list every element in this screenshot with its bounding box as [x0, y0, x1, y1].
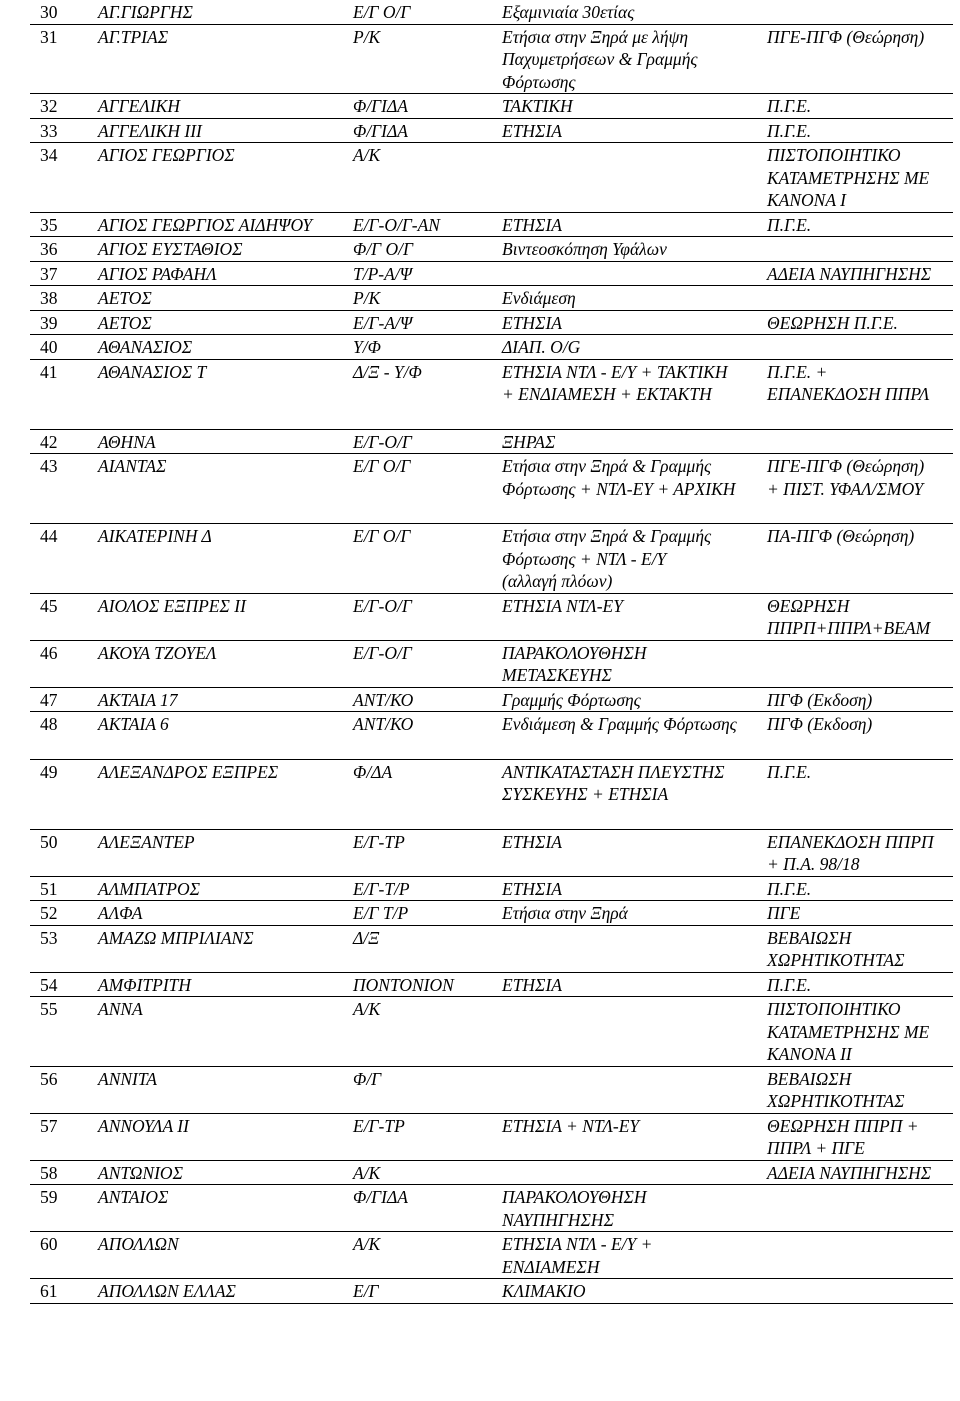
certificate-cell: ΠΑ-ΠΓΦ (Θεώρηση)	[765, 524, 953, 594]
vessel-type-cell: Ε/Γ-Ο/Γ	[351, 593, 500, 640]
table-row	[30, 1185, 953, 1232]
vessel-type-cell: Φ/Γ	[351, 1066, 500, 1113]
table-row	[30, 118, 953, 143]
row-number: 54	[30, 972, 96, 997]
certificate-cell: ΑΔΕΙΑ ΝΑΥΠΗΓΗΣΗΣ	[765, 261, 953, 286]
inspection-cell	[500, 1160, 765, 1185]
table-row	[30, 24, 953, 94]
vessel-name-cell: ΑΕΤΟΣ	[96, 310, 351, 335]
vessel-type-cell: ΑΝΤ/ΚΟ	[351, 712, 500, 760]
vessel-name-cell: ΑΓΙΟΣ ΡΑΦΑΗΛ	[96, 261, 351, 286]
row-number: 51	[30, 876, 96, 901]
table-row	[30, 286, 953, 311]
table-row	[30, 901, 953, 926]
certificate-cell	[765, 1279, 953, 1304]
vessel-name-cell: ΑΝΝΑ	[96, 997, 351, 1067]
table-row	[30, 1113, 953, 1160]
vessel-type-cell: ΑΝΤ/ΚΟ	[351, 687, 500, 712]
row-number: 43	[30, 454, 96, 524]
vessel-name-cell: ΑΛΜΠΑΤΡΟΣ	[96, 876, 351, 901]
vessel-type-cell: Ε/Γ Ο/Γ	[351, 524, 500, 594]
certificate-cell: ΘΕΩΡΗΣΗ ΠΠΡΠ + ΠΠΡΛ + ΠΓΕ	[765, 1113, 953, 1160]
certificate-cell: Π.Γ.Ε.	[765, 94, 953, 119]
row-number: 52	[30, 901, 96, 926]
row-number: 58	[30, 1160, 96, 1185]
vessel-type-cell: Δ/Ξ - Υ/Φ	[351, 359, 500, 429]
row-number: 45	[30, 593, 96, 640]
vessel-name-cell: ΑΛΕΞΑΝΤΕΡ	[96, 829, 351, 876]
certificate-cell	[765, 0, 953, 24]
vessel-type-cell: Φ/ΔΑ	[351, 759, 500, 829]
vessel-type-cell: Ε/Γ-Α/Ψ	[351, 310, 500, 335]
inspection-cell: ΔΙΑΠ. Ο/G	[500, 335, 765, 360]
vessel-type-cell: Ε/Γ-ΤΡ	[351, 1113, 500, 1160]
inspection-cell: ΕΤΗΣΙΑ	[500, 829, 765, 876]
row-number: 46	[30, 640, 96, 687]
vessel-name-cell: ΑΘΑΝΑΣΙΟΣ	[96, 335, 351, 360]
vessel-name-cell: ΑΓΓΕΛΙΚΗ	[96, 94, 351, 119]
table-row	[30, 1232, 953, 1279]
table-row	[30, 925, 953, 972]
certificate-cell: ΠΓΕ-ΠΓΦ (Θεώρηση) + ΠΙΣΤ. ΥΦΑΛ/ΣΜΟΥ	[765, 454, 953, 524]
vessel-type-cell: Τ/Ρ-Α/Ψ	[351, 261, 500, 286]
vessel-type-cell: Ε/Γ-Τ/Ρ	[351, 876, 500, 901]
inspection-cell: Ετήσια στην Ξηρά & Γραμμής Φόρτωσης + ΝΤΛ-ΕΥ + ΑΡΧΙΚΗ	[500, 454, 765, 524]
table-row	[30, 237, 953, 262]
certificate-cell: ΑΔΕΙΑ ΝΑΥΠΗΓΗΣΗΣ	[765, 1160, 953, 1185]
row-number: 40	[30, 335, 96, 360]
table-row	[30, 454, 953, 524]
inspection-cell: Ενδιάμεση & Γραμμής Φόρτωσης	[500, 712, 765, 760]
certificate-cell	[765, 335, 953, 360]
row-number: 38	[30, 286, 96, 311]
inspection-cell	[500, 261, 765, 286]
table-row	[30, 829, 953, 876]
vessel-type-cell: Ε/Γ	[351, 1279, 500, 1304]
inspection-cell: ΠΑΡΑΚΟΛΟΥΘΗΣΗ ΜΕΤΑΣΚΕΥΗΣ	[500, 640, 765, 687]
vessel-type-cell: Α/Κ	[351, 997, 500, 1067]
vessel-name-cell: ΑΓ.ΓΙΩΡΓΗΣ	[96, 0, 351, 24]
table-row	[30, 429, 953, 454]
vessel-type-cell: Ρ/Κ	[351, 286, 500, 311]
certificate-cell	[765, 237, 953, 262]
vessel-type-cell: Ε/Γ Ο/Γ	[351, 454, 500, 524]
table-row	[30, 972, 953, 997]
vessel-type-cell: Ε/Γ-Ο/Γ-ΑΝ	[351, 212, 500, 237]
table-row	[30, 524, 953, 594]
vessel-name-cell: ΑΓΓΕΛΙΚΗ ΙΙΙ	[96, 118, 351, 143]
row-number: 47	[30, 687, 96, 712]
row-number: 55	[30, 997, 96, 1067]
vessel-name-cell: ΑΜΑΖΩ ΜΠΡΙΛΙΑΝΣ	[96, 925, 351, 972]
table-row	[30, 261, 953, 286]
table-row	[30, 94, 953, 119]
table-row	[30, 640, 953, 687]
inspection-cell: ΕΤΗΣΙΑ ΝΤΛ-ΕΥ	[500, 593, 765, 640]
table-row	[30, 593, 953, 640]
vessel-name-cell: ΑΙΟΛΟΣ ΕΞΠΡΕΣ ΙΙ	[96, 593, 351, 640]
table-row	[30, 310, 953, 335]
inspection-cell: ΕΤΗΣΙΑ + ΝΤΛ-ΕΥ	[500, 1113, 765, 1160]
vessel-type-cell: Φ/ΓΙΔΑ	[351, 94, 500, 119]
row-number: 33	[30, 118, 96, 143]
vessel-name-cell: ΑΓΙΟΣ ΓΕΩΡΓΙΟΣ	[96, 143, 351, 213]
table-row	[30, 997, 953, 1067]
vessel-name-cell: ΑΠΟΛΛΩΝ ΕΛΛΑΣ	[96, 1279, 351, 1304]
table-row	[30, 1066, 953, 1113]
row-number: 49	[30, 759, 96, 829]
vessel-name-cell: ΑΓΙΟΣ ΕΥΣΤΑΘΙΟΣ	[96, 237, 351, 262]
vessel-type-cell: Ε/Γ-Ο/Γ	[351, 429, 500, 454]
certificate-cell	[765, 286, 953, 311]
vessel-type-cell: Υ/Φ	[351, 335, 500, 360]
vessel-inspection-sheet	[30, 0, 953, 1304]
inspection-cell: ΕΤΗΣΙΑ	[500, 118, 765, 143]
row-number: 53	[30, 925, 96, 972]
vessel-type-cell: Α/Κ	[351, 1232, 500, 1279]
certificate-cell: ΘΕΩΡΗΣΗ ΠΠΡΠ+ΠΠΡΛ+ΒΕΑΜ	[765, 593, 953, 640]
inspection-cell: ΕΤΗΣΙΑ ΝΤΛ - Ε/Υ + ΕΝΔΙΑΜΕΣΗ	[500, 1232, 765, 1279]
vessel-type-cell: Φ/ΓΙΔΑ	[351, 1185, 500, 1232]
row-number: 61	[30, 1279, 96, 1304]
inspection-cell	[500, 997, 765, 1067]
row-number: 41	[30, 359, 96, 429]
vessel-type-cell: Α/Κ	[351, 143, 500, 213]
table-row	[30, 335, 953, 360]
table-row	[30, 687, 953, 712]
vessel-type-cell: ΠΟΝΤΟΝΙΟΝ	[351, 972, 500, 997]
vessel-type-cell: Φ/Γ Ο/Γ	[351, 237, 500, 262]
row-number: 57	[30, 1113, 96, 1160]
certificate-cell: ΒΕΒΑΙΩΣΗ ΧΩΡΗΤΙΚΟΤΗΤΑΣ	[765, 925, 953, 972]
vessel-name-cell: ΑΝΤΩΝΙΟΣ	[96, 1160, 351, 1185]
inspection-cell: Ενδιάμεση	[500, 286, 765, 311]
vessel-name-cell: ΑΛΕΞΑΝΔΡΟΣ ΕΞΠΡΕΣ	[96, 759, 351, 829]
vessel-type-cell: Φ/ΓΙΔΑ	[351, 118, 500, 143]
inspection-cell: ΕΤΗΣΙΑ ΝΤΛ - Ε/Υ + ΤΑΚΤΙΚΗ + ΕΝΔΙΑΜΕΣΗ + ΕΚΤΑΚΤΗ	[500, 359, 765, 429]
table-body	[30, 0, 953, 1303]
vessel-name-cell: ΑΛΦΑ	[96, 901, 351, 926]
certificate-cell	[765, 429, 953, 454]
inspection-cell: ΠΑΡΑΚΟΛΟΥΘΗΣΗ ΝΑΥΠΗΓΗΣΗΣ	[500, 1185, 765, 1232]
row-number: 30	[30, 0, 96, 24]
table-row	[30, 876, 953, 901]
inspection-cell	[500, 1066, 765, 1113]
table-row	[30, 0, 953, 24]
vessel-name-cell: ΑΘΗΝΑ	[96, 429, 351, 454]
vessel-name-cell: ΑΚΤΑΙΑ 6	[96, 712, 351, 760]
table-row	[30, 143, 953, 213]
inspection-cell: ΤΑΚΤΙΚΗ	[500, 94, 765, 119]
inspection-cell: Ετήσια στην Ξηρά & Γραμμής Φόρτωσης + ΝΤΛ - Ε/Υ (αλλαγή πλόων)	[500, 524, 765, 594]
certificate-cell: ΒΕΒΑΙΩΣΗ ΧΩΡΗΤΙΚΟΤΗΤΑΣ	[765, 1066, 953, 1113]
row-number: 34	[30, 143, 96, 213]
vessel-type-cell: Ε/Γ Ο/Γ	[351, 0, 500, 24]
vessel-name-cell: ΑΠΟΛΛΩΝ	[96, 1232, 351, 1279]
certificate-cell: Π.Γ.Ε.	[765, 759, 953, 829]
certificate-cell: ΘΕΩΡΗΣΗ Π.Γ.Ε.	[765, 310, 953, 335]
row-number: 60	[30, 1232, 96, 1279]
certificate-cell: Π.Γ.Ε.	[765, 212, 953, 237]
row-number: 42	[30, 429, 96, 454]
vessel-name-cell: ΑΜΦΙΤΡΙΤΗ	[96, 972, 351, 997]
table-row	[30, 712, 953, 760]
certificate-cell: Π.Γ.Ε.	[765, 972, 953, 997]
certificate-cell: ΠΓΕ	[765, 901, 953, 926]
vessel-type-cell: Ε/Γ-ΤΡ	[351, 829, 500, 876]
inspection-cell: Ετήσια στην Ξηρά με λήψη Παχυμετρήσεων & Γραμμής Φόρτωσης	[500, 24, 765, 94]
vessel-name-cell: ΑΝΤΑΙΟΣ	[96, 1185, 351, 1232]
certificate-cell: Π.Γ.Ε.	[765, 876, 953, 901]
table-row	[30, 759, 953, 829]
inspection-cell: ΕΤΗΣΙΑ	[500, 212, 765, 237]
vessel-name-cell: ΑΘΑΝΑΣΙΟΣ Τ	[96, 359, 351, 429]
vessel-type-cell: Ρ/Κ	[351, 24, 500, 94]
row-number: 59	[30, 1185, 96, 1232]
row-number: 32	[30, 94, 96, 119]
vessel-name-cell: ΑΚΤΑΙΑ 17	[96, 687, 351, 712]
vessel-type-cell: Ε/Γ Τ/Ρ	[351, 901, 500, 926]
row-number: 31	[30, 24, 96, 94]
inspection-cell: ΚΛΙΜΑΚΙΟ	[500, 1279, 765, 1304]
certificate-cell: ΠΙΣΤΟΠΟΙΗΤΙΚΟ ΚΑΤΑΜΕΤΡΗΣΗΣ ΜΕ ΚΑΝΟΝΑ Ι	[765, 143, 953, 213]
certificate-cell: ΠΙΣΤΟΠΟΙΗΤΙΚΟ ΚΑΤΑΜΕΤΡΗΣΗΣ ΜΕ ΚΑΝΟΝΑ ΙΙ	[765, 997, 953, 1067]
vessel-name-cell: ΑΓΙΟΣ ΓΕΩΡΓΙΟΣ ΑΙΔΗΨΟΥ	[96, 212, 351, 237]
certificate-cell: ΕΠΑΝΕΚΔΟΣΗ ΠΠΡΠ + Π.Α. 98/18	[765, 829, 953, 876]
inspection-cell: Ετήσια στην Ξηρά	[500, 901, 765, 926]
inspection-cell	[500, 925, 765, 972]
vessel-type-cell: Δ/Ξ	[351, 925, 500, 972]
inspection-cell	[500, 143, 765, 213]
vessel-name-cell: ΑΝΝΙΤΑ	[96, 1066, 351, 1113]
vessel-name-cell: ΑΚΟΥΑ ΤΖΟΥΕΛ	[96, 640, 351, 687]
inspection-cell: Βιντεοσκόπηση Υφάλων	[500, 237, 765, 262]
vessel-name-cell: ΑΝΝΟΥΛΑ ΙΙ	[96, 1113, 351, 1160]
vessel-name-cell: ΑΙΑΝΤΑΣ	[96, 454, 351, 524]
row-number: 48	[30, 712, 96, 760]
certificate-cell: Π.Γ.Ε. + ΕΠΑΝΕΚΔΟΣΗ ΠΠΡΛ	[765, 359, 953, 429]
inspection-cell: ΕΤΗΣΙΑ	[500, 876, 765, 901]
row-number: 39	[30, 310, 96, 335]
vessel-type-cell: Α/Κ	[351, 1160, 500, 1185]
inspection-cell: ΕΤΗΣΙΑ	[500, 310, 765, 335]
vessel-name-cell: ΑΕΤΟΣ	[96, 286, 351, 311]
vessel-name-cell: ΑΓ.ΤΡΙΑΣ	[96, 24, 351, 94]
certificate-cell: ΠΓΦ (Εκδοση)	[765, 712, 953, 760]
certificate-cell	[765, 640, 953, 687]
certificate-cell	[765, 1185, 953, 1232]
certificate-cell: Π.Γ.Ε.	[765, 118, 953, 143]
table-row	[30, 212, 953, 237]
table-row	[30, 1279, 953, 1304]
row-number: 37	[30, 261, 96, 286]
inspection-cell: ΕΤΗΣΙΑ	[500, 972, 765, 997]
vessel-name-cell: ΑΙΚΑΤΕΡΙΝΗ Δ	[96, 524, 351, 594]
certificate-cell	[765, 1232, 953, 1279]
row-number: 50	[30, 829, 96, 876]
row-number: 44	[30, 524, 96, 594]
certificate-cell: ΠΓΦ (Εκδοση)	[765, 687, 953, 712]
inspection-cell: Εξαμινιαία 30ετίας	[500, 0, 765, 24]
table-row	[30, 1160, 953, 1185]
inspection-cell: Γραμμής Φόρτωσης	[500, 687, 765, 712]
inspection-cell: ΑΝΤΙΚΑΤΑΣΤΑΣΗ ΠΛΕΥΣΤΗΣ ΣΥΣΚΕΥΗΣ + ΕΤΗΣΙΑ	[500, 759, 765, 829]
vessel-type-cell: Ε/Γ-Ο/Γ	[351, 640, 500, 687]
row-number: 56	[30, 1066, 96, 1113]
inspection-cell: ΞΗΡΑΣ	[500, 429, 765, 454]
table-row	[30, 359, 953, 429]
vessel-inspection-table	[30, 0, 953, 1304]
certificate-cell: ΠΓΕ-ΠΓΦ (Θεώρηση)	[765, 24, 953, 94]
row-number: 35	[30, 212, 96, 237]
row-number: 36	[30, 237, 96, 262]
